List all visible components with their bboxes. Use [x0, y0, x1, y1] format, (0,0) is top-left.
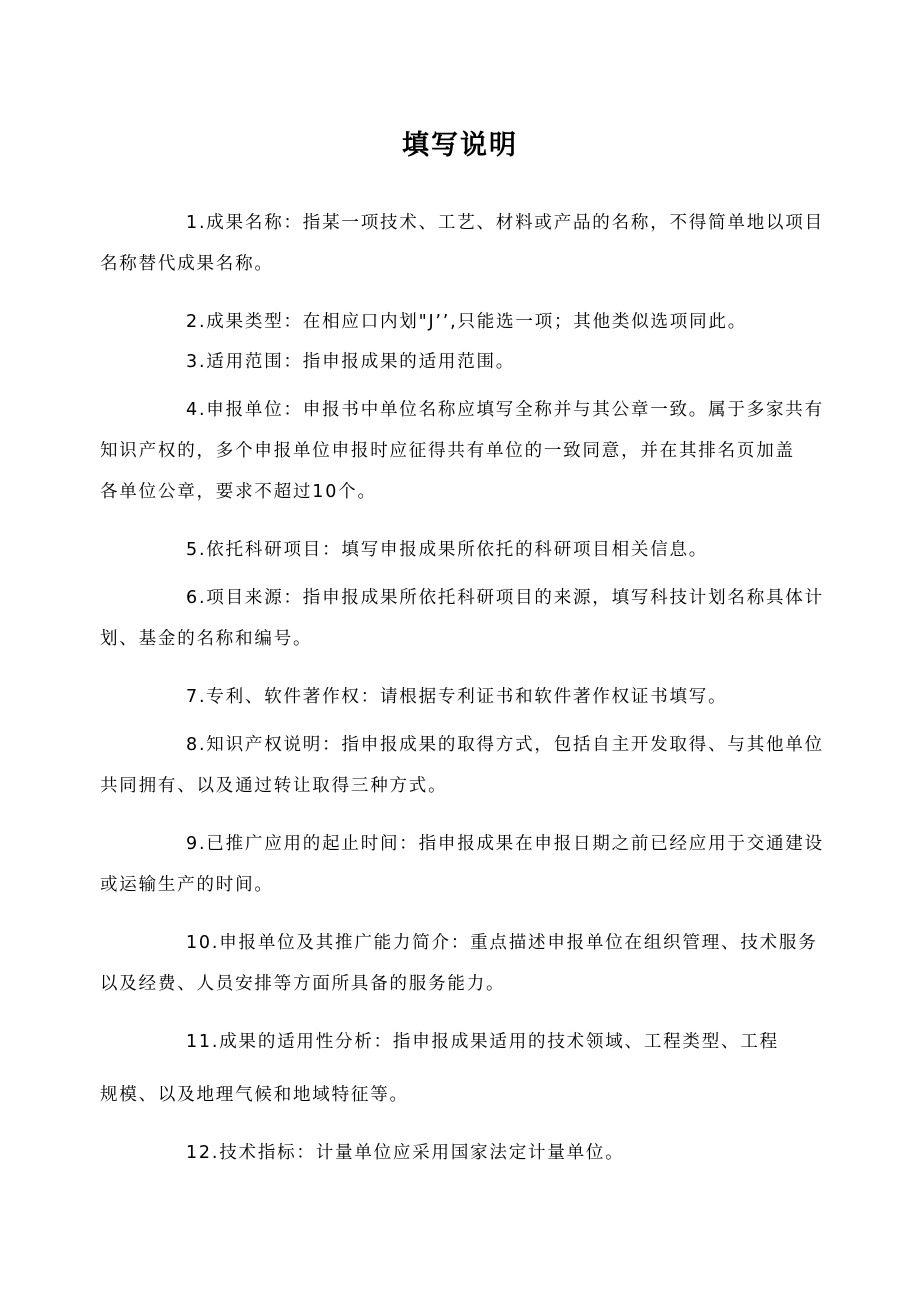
item-text-line-1: .成果名称：指某一项技术、工艺、材料或产品的名称，不得简单地以项目: [198, 213, 824, 233]
instruction-item-9: [100, 824, 830, 906]
instruction-item-6: [100, 578, 830, 660]
instruction-item-8: [100, 725, 830, 807]
instruction-item-1: [100, 203, 830, 285]
item-number: 10: [186, 933, 212, 953]
instruction-item-3: [100, 342, 830, 383]
item-text-line-3: 各单位公章，要求不超过10个。: [100, 482, 377, 502]
item-text-line-1: .技术指标：计量单位应采用国家法定计量单位。: [211, 1143, 625, 1163]
item-number: 2: [186, 312, 199, 332]
item-number: 12: [186, 1143, 212, 1163]
item-number: 6: [186, 588, 199, 608]
item-number: 7: [186, 687, 199, 707]
item-text-line-1: .适用范围：指申报成果的适用范围。: [198, 352, 516, 372]
item-number: 11: [186, 1032, 212, 1052]
item-text-line-1: .申报单位：申报书中单位名称应填写全称并与其公章一致。属于多家共有: [198, 400, 824, 420]
item-number: 9: [186, 834, 199, 854]
instruction-item-12: [100, 1133, 830, 1174]
instruction-item-10: [100, 923, 830, 1005]
item-text-line-2: 以及经费、人员安排等方面所具备的服务能力。: [100, 974, 506, 994]
item-text-line-2: 共同拥有、以及通过转让取得三种方式。: [100, 776, 448, 796]
item-text-line-1: .已推广应用的起止时间：指申报成果在申报日期之前已经应用于交通建设: [198, 834, 824, 854]
item-text-line-2: 划、基金的名称和编号。: [100, 629, 313, 649]
item-text-line-1: .成果的适用性分析：指申报成果适用的技术领域、工程类型、工程: [211, 1032, 779, 1052]
item-number: 5: [186, 540, 199, 560]
item-text-line-1: .项目来源：指申报成果所依托科研项目的来源，填写科技计划名称具体计: [198, 588, 824, 608]
item-text-line-1: .知识产权说明：指申报成果的取得方式，包括自主开发取得、与其他单位: [198, 735, 824, 755]
item-text-line-2: 或运输生产的时间。: [100, 875, 274, 895]
instruction-item-5: [100, 530, 830, 571]
item-text-line-1: .申报单位及其推广能力简介：重点描述申报单位在组织管理、技术服务: [211, 933, 818, 953]
instruction-item-11: [100, 1022, 830, 1116]
page-title: 填写说明: [402, 130, 518, 161]
instruction-item-7: [100, 677, 830, 718]
item-number: 3: [186, 352, 199, 372]
instructions-body: [100, 203, 830, 1191]
item-text-line-2: 知识产权的，多个申报单位申报时应征得共有单位的一致同意，并在其排名页加盖: [100, 441, 795, 461]
item-number: 4: [186, 400, 199, 420]
instruction-item-4: [100, 390, 830, 513]
item-text-line-1: .成果类型：在相应口内划"J’’,只能选一项；其他类似选项同此。: [198, 312, 747, 332]
instruction-item-2: [100, 302, 830, 343]
item-text-line-1: .依托科研项目：填写申报成果所依托的科研项目相关信息。: [198, 540, 709, 560]
item-number: 1: [186, 213, 199, 233]
item-text-line-2: 名称替代成果名称。: [100, 254, 274, 274]
item-text-line-2: 规模、以及地理气候和地域特征等。: [100, 1085, 409, 1105]
item-number: 8: [186, 735, 199, 755]
item-text-line-1: .专利、软件著作权：请根据专利证书和软件著作权证书填写。: [198, 687, 728, 707]
